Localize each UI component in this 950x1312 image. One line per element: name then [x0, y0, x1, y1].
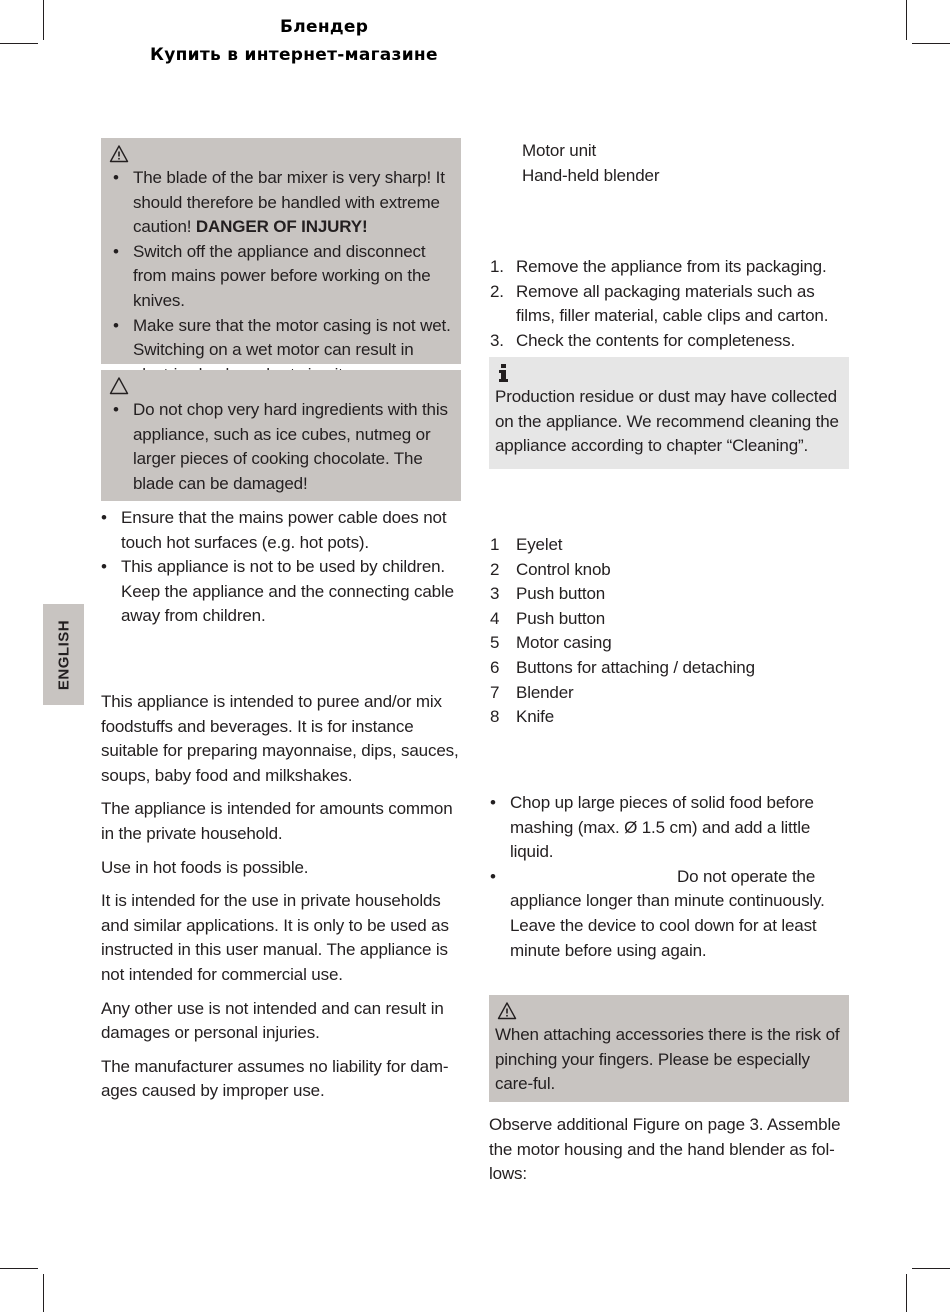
part-item: 8 Knife: [490, 707, 554, 727]
header-title: Блендер: [280, 17, 369, 37]
parts-list: [490, 533, 855, 730]
usage-bullet: • Do not operate the appliance longer than minute continuously. Leave the device to cool down for at least minute before using again.: [490, 866, 825, 960]
paragraph: This appliance is intended to puree and/or mix foodstuffs and beverages. It is for instance suitable for preparing mayonnaise, dips, sauces, soups, baby food and milkshakes.: [101, 692, 459, 785]
paragraph: Any other use is not intended and can result in damages or personal injuries.: [101, 998, 444, 1043]
paragraph: It is intended for the use in private households and similar applications. It is only to be used as instructed in this user manual. The appliance is not intended for commercial use.: [101, 891, 449, 984]
part-item: 2 Control knob: [490, 559, 611, 579]
caution-triangle-icon: [109, 376, 129, 396]
part-item: 4 Push button: [490, 608, 606, 628]
caution-item: • Do not chop very hard ingredients with this appliance, such as ice cubes, nutmeg or larger pieces of cooking chocolate. The blade can be damaged!: [113, 400, 448, 493]
usage-bullets: [484, 791, 856, 963]
unpacking-step: 2. Remove all packaging materials such as films, filler material, cable clips and carton.: [490, 281, 829, 326]
part-item: 7 Blender: [490, 682, 574, 702]
crop-mark: [0, 43, 38, 44]
warning-item: • The blade of the bar mixer is very sharp! It should therefore be handled with extreme caution! DANGER OF INJURY!: [113, 168, 445, 237]
info-text: Production residue or dust may have collected on the appliance. We recommend cleaning the appliance according to chapter “Cleaning”.: [495, 387, 839, 456]
crop-mark: [43, 1274, 44, 1312]
assembly-text: Observe additional Figure on page 3. Assemble the motor housing and the hand blender as fol-lows:: [489, 1115, 841, 1184]
language-tab: [43, 604, 84, 705]
contents-item: Hand-held blender: [522, 165, 660, 185]
info-icon: [497, 363, 511, 383]
part-item: 6 Buttons for attaching / detaching: [490, 657, 755, 677]
unpacking-steps: [490, 255, 855, 353]
crop-mark: [906, 0, 907, 40]
info-box-residue: [489, 357, 849, 469]
crop-mark: [906, 1274, 907, 1312]
paragraph: The manufacturer assumes no liability for dam-ages caused by improper use.: [101, 1056, 449, 1101]
caution-box-ingredients: [101, 370, 461, 501]
paragraph: Use in hot foods is possible.: [101, 857, 309, 877]
crop-mark: [912, 43, 950, 44]
safety-bullets: [95, 506, 455, 629]
contents-item: Motor unit: [522, 141, 597, 160]
crop-mark: [0, 1268, 38, 1269]
contents-list: [522, 139, 659, 188]
crop-mark: [43, 0, 44, 40]
part-item: 5 Motor casing: [490, 633, 612, 653]
language-tab-label: ENGLISH: [55, 619, 72, 690]
safety-bullet: • This appliance is not to be used by children. Keep the appliance and the connecting cable away from children.: [101, 557, 454, 626]
part-item: 1 Eyelet: [490, 535, 563, 554]
warning-box-blade: [101, 138, 461, 364]
usage-bullet: • Chop up large pieces of solid food before mashing (max. Ø 1.5 cm) and add a little liquid.: [490, 793, 814, 862]
warning-triangle-icon: [109, 144, 129, 164]
unpacking-step: 3. Check the contents for completeness.: [490, 330, 796, 350]
paragraph: The appliance is intended for amounts common in the private household.: [101, 799, 453, 843]
warning-text: When attaching accessories there is the risk of pinching your fingers. Please be especially care-ful.: [495, 1025, 840, 1094]
intended-use-text: [101, 690, 463, 1113]
crop-mark: [912, 1268, 950, 1269]
warning-item: • Make sure that the motor casing is not wet. Switching on a wet motor can result in: [113, 315, 451, 360]
part-item: 3 Push button: [490, 584, 606, 604]
header-subtitle: Купить в интернет-магазине: [150, 45, 438, 65]
warning-item: • Switch off the appliance and disconnect from mains power before working on the knives.: [113, 241, 431, 310]
warning-triangle-icon: [497, 1001, 517, 1021]
warning-box-pinching: [489, 995, 849, 1102]
unpacking-step: 1. Remove the appliance from its packaging.: [490, 257, 827, 276]
safety-bullet: • Ensure that the mains power cable does not touch hot surfaces (e.g. hot pots).: [101, 508, 447, 552]
